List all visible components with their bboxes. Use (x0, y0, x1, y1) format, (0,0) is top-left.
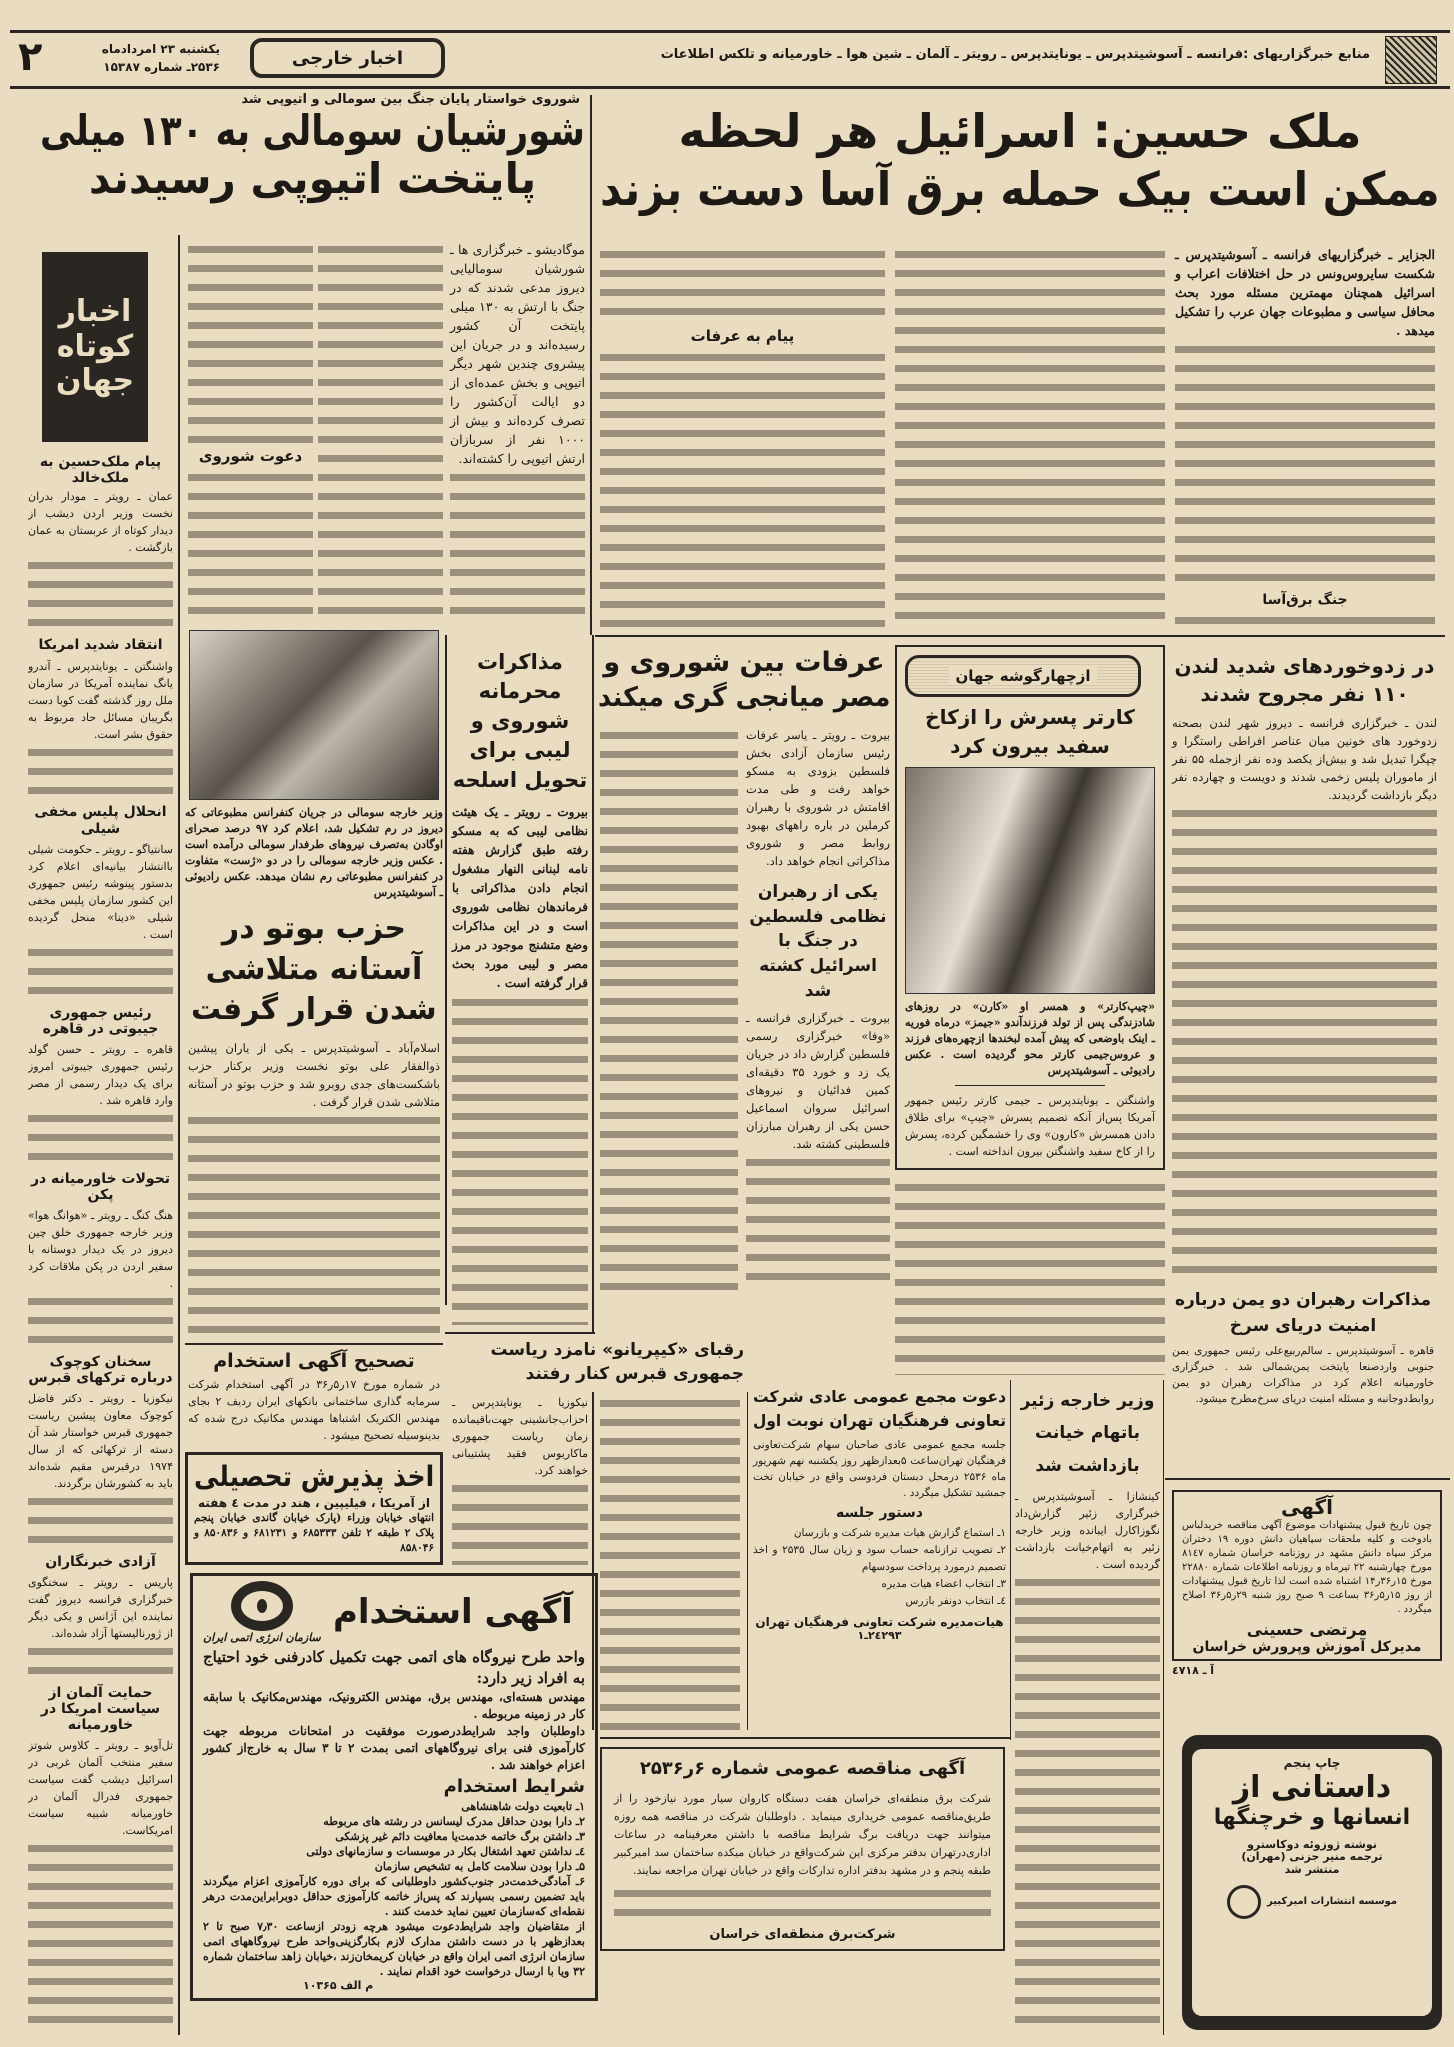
hussein-lead: الجزایر ـ خبرگزاریهای فرانسه ـ آسوشیتدپرس ـ شکست سایروس‌ونس در حل اختلافات اعراب و اسرائیل همچنان مهمترین مسئله مورد بحث محافل سیاسی و مطبوعات جهان عرب را تشکیل میدهد . (1175, 247, 1435, 338)
yemen-column (1172, 1288, 1434, 1407)
coop-column (753, 1385, 1006, 1643)
agenda-item: ۳ـ انتخاب اعضاء هیات مدیره (881, 1578, 1006, 1591)
headline-line-row (753, 1409, 1006, 1433)
publisher-logo-icon (1227, 1885, 1261, 1919)
headline-line-row (600, 161, 1440, 219)
headline-line: وزیر خارجه زئیر (1020, 1391, 1155, 1411)
short-news-item (28, 1167, 173, 1292)
headline-line-row (598, 680, 890, 715)
job-condition: ۶ـ آمادگی‌خدمت‌در جنوب‌کشور داوطلبانی که برای دوره کارآموزی اعزام میگردند باید تضمین رسمی بسپارند که پس‌از خاتمه کارآموزی حداقل دوبرابر‌این‌مدت درهر نقطه‌ای که‌سازمان تعیین نماید خدمت کنند . (203, 1875, 585, 1918)
yemen-lead: قاهره ـ آسوشیتدپرس ـ سالم‌ربیع‌علی رئیس جمهوری یمن جنوبی واردصنعا پایتخت یمن‌شمالی شد . خبرگزاری خاورمیانه اعلام کرد در مذاکرات رهبران دو یمن روابط‌دوجانبه و مسئله امنیت دریای سرخ‌مطرح میشود. (1172, 1345, 1434, 1405)
somalia-headline (40, 107, 585, 204)
bhutto-body-text (188, 1111, 440, 1338)
book-author: نوشته ژوزوئه دوکاسترو (1247, 1837, 1377, 1851)
item-body-text (28, 743, 173, 801)
book-edition: چاپ پنجم (1283, 1756, 1341, 1770)
world-corner-title-box (905, 655, 1141, 697)
somalia-heading (40, 92, 585, 204)
short-news-title-box (42, 252, 148, 442)
publisher-name: موسسه انتشارات امیرکبیر (1266, 1896, 1398, 1908)
cyprus-lead: نیکوزیا ـ یونایتدپرس ـ احزاب‌جانشینی جهت‌باقیمانده زمان ریاست جمهوری ماکاریوس فقید پشتیبانی خواهند کرد. (452, 1396, 588, 1477)
item-text: عمان ـ رویتر ـ مودار بدران نخست وزیر اردن دیشب از دیدار کوتاه از عربستان به عمان بازگشت . (28, 490, 173, 555)
headline-line-row (753, 1385, 1006, 1409)
job-ad-footer: از متقاضیان واجد شرایط‌دعوت میشود هرچه زودتر ازساعت ۷٫۳۰ صبح تا ۲ بعدازظهر با در دست داشتن مدارک لازم بکارگزینی‌واحد طرح نیروگاههای اتمی سازمان انرژی اتمی ایران واقع در خیابان کریمخان‌زند ،خیابان زاهد ساختمان شماره ۳۲ ویا با ارسال درخواست خود اقدام نمایند . (203, 1920, 585, 1978)
headline-line: بازداشت شد (1035, 1455, 1140, 1476)
hussein-body-text (895, 245, 1165, 630)
headline-line: دعوت مجمع عمومی عادی شرکت (752, 1387, 1006, 1406)
headline-line: عرفات بین شوروی و (603, 647, 885, 678)
hussein-body-text (1175, 340, 1435, 589)
item-title: انحلال پلیس مخفی شیلی (34, 804, 167, 837)
headline-line: حزب بوتو در (221, 911, 407, 946)
cyprus-body-text (452, 1479, 588, 1565)
headline-line: امنیت دریای سرخ (1229, 1315, 1377, 1336)
item-text: هنگ کنگ ـ رویتر ـ «هوانگ هوا» وزیر خارجه جمهوری خلق چین دیروز در یک دیدار دوستانه با سفیر اردن در پکن ملاقات کرد . (28, 1208, 173, 1290)
cyprus-body-text (600, 1394, 740, 1730)
london-headline (1172, 652, 1437, 708)
notice-ad (1172, 1490, 1442, 1661)
short-news-item (28, 1350, 173, 1492)
somalia-body-text (318, 240, 443, 620)
somalia-column-1 (450, 240, 585, 625)
headline-line-row (40, 107, 585, 155)
job-conditions-title: شرایط استخدام (443, 1776, 585, 1797)
coop-agenda-title: دستور جلسه (836, 1505, 923, 1521)
book-translator: ترجمه منیر جزنی (مهران) (1241, 1850, 1383, 1864)
notice-signer-title: مدیرکل آموزش وپرورش خراسان (1192, 1639, 1422, 1656)
london-body-text (1172, 804, 1437, 1280)
headline-line: پایتخت اتیوپی رسیدند (88, 154, 537, 204)
item-body-text (28, 556, 173, 633)
short-news-item (28, 1001, 173, 1109)
hussein-body-text (600, 348, 885, 630)
somalia-subhead: دعوت شوروی (198, 447, 303, 465)
headline-line: ممکن است بیک حمله برق آسا دست بزند (600, 161, 1440, 216)
notice-column (1172, 1490, 1442, 1677)
job-condition: ۲ـ دارا بودن حداقل مدرک لیسانس در رشته های مربوطه (323, 1815, 585, 1828)
somalia-kicker: شوروی خواستار پایان جنگ بین سومالی و اتیوپی شد (241, 92, 580, 107)
item-text: تل‌آویو ـ رویتر ـ کلاوس شوتز سفیر منتخب آلمان غربی در اسرائیل دیشب گفت سیاست جمهوری فدرال آلمان در خاورمیانه شبیه سیاست امریکاست. (28, 1738, 173, 1837)
admission-headline-row (194, 1461, 434, 1493)
agenda-item: ٤ـ انتخاب دونفر بازرس (905, 1595, 1006, 1608)
section-title-box (250, 38, 445, 78)
headline-line-row (1172, 652, 1437, 680)
carter-photo-caption: «چیپ‌کارتر» و همسر او «کارن» در روزهای شادزندگی پس از تولد فرزندآندو «جیمز» درماه فوریه ـ اینک باوضعی که پیش آمده لبخندها ازچهره‌های فرزند و عروس‌جیمی کارتر محو گردیده است . عکس رادیوئی ـ آسوشیتدپرس (905, 1000, 1155, 1077)
headline-line-row (40, 155, 585, 203)
item-title: آزادی خبرنگاران (45, 1553, 156, 1570)
book-title-row (1200, 1805, 1424, 1830)
headline-line-row (1015, 1385, 1160, 1417)
column-divider (1010, 1380, 1011, 1740)
header-rule-top (10, 30, 1450, 33)
agenda-item: ۲ـ تصویب ترازنامه حساب سود و زیان سال ۲۵۳۵ و اخذ تصمیم درمورد پرداخت سود‌سهام (753, 1544, 1006, 1574)
item-title: انتقاد شدید امریکا (38, 637, 163, 654)
headline-line-row (1172, 680, 1437, 708)
job-ad-roles: مهندس هسته‌ای، مهندس برق، مهندس الکترونیک، مهندس‌مکانیک با سابقه کار در زمینه مربوطه . (203, 1690, 585, 1721)
item-body-text (28, 1292, 173, 1350)
agenda-item: ۱ـ استماع گزارش هیات مدیره شرکت و بازرسان (793, 1527, 1006, 1540)
admission-ad (185, 1452, 443, 1565)
column-divider (592, 635, 594, 1332)
admission-address: انتهای خیابان وزراء (پارک خیابان گاندی خیابان پنجم پلاک ۲ طبقه ۲ تلفن ۶۸۵۳۳۳ و ۶۸۱۲۳۱ و ۸۵۰۸۳۶ و ۸۵۸۰۴۶ (194, 1512, 435, 1554)
headline-line-row (452, 1363, 744, 1387)
column-divider (445, 635, 447, 1305)
correction-headline: تصحیح آگهی استخدام (213, 1350, 415, 1373)
notice-signer: مرتضی حسینی (1246, 1620, 1368, 1639)
job-condition: ٤ـ نداشتن تعهد اشتغال بکار در موسسات و سازمانهای دولتی (306, 1845, 585, 1858)
headline-line-row (600, 103, 1440, 161)
london-column (1172, 652, 1437, 1280)
hussein-body-text (600, 245, 885, 325)
item-body-text (28, 1109, 173, 1167)
headline-line: جمهوری قبرس کنار رفتند (525, 1363, 744, 1384)
issue-number: ۲۵۳۶ـ شماره ۱۵۳۸۷ (103, 60, 220, 74)
news-sources: منابع خبرگزاریهای :فرانسه ـ آسوشیتدپرس ـ یونایتدپرس ـ رویتر ـ آلمان ـ شین هوا ـ خاورمیانه و تلکس اطلاعات (660, 47, 1370, 62)
issue-date (60, 40, 220, 76)
short-news-item (28, 452, 173, 556)
cyprus-headline (452, 1339, 744, 1387)
headline-line: رقبای «کیپریانو» نامزد ریاست (490, 1340, 744, 1360)
job-condition: ۵ـ دارا بودن سلامت کامل به تشخیص سازمان (374, 1860, 585, 1873)
headline-line-row (191, 909, 437, 950)
job-condition: ۳ـ داشتن برگ خاتمه خدمت‌یا معافیت دائم غیر پزشکی (335, 1830, 585, 1843)
world-corner-box (895, 645, 1165, 1170)
headline-line-row (1015, 1450, 1160, 1482)
yemen-headline (1172, 1288, 1434, 1339)
notice-headline: آگهی (1281, 1495, 1333, 1519)
coop-ref: ۲٤۲۹۳ـ۱ (857, 1628, 902, 1642)
book-title: داستانی از (1232, 1769, 1392, 1805)
short-news-title: اخبار کوتاه جهان (55, 294, 135, 399)
book-ad-inner (1192, 1749, 1432, 2016)
divider (595, 635, 1445, 637)
item-title: تحولات خاورمیانه در پکن (30, 1170, 171, 1203)
headline-line: باتهام خیانت (1034, 1423, 1141, 1444)
headline-line-row (1172, 1288, 1434, 1314)
newspaper-logo (1385, 36, 1437, 84)
notice-text: چون تاریخ قبول پیشنهادات موضوع آگهی مناقصه خریدلباس بادوخت و کلیه ملحقات سپاهیان دانش دوره ۱۹ دختران مرکز سپاه دانش مشهد در روزنامه خراسان شماره ۸۱٤۷ مورخ چهارشنبه ۲۲ تیرماه و روزنامه اطلاعات شماره ۲۲۸۸۰ مورخ ۱۵ر۳۶ر۱۴ اشتباه شده است لذا تاریخ قبول پیشنهادات از روز ۱۵ر۵ر۳۶ بساعت ۹ صبح روز شنبه ۲۹ر۵ر۳۶ اصلاح میگردد . (1182, 1520, 1432, 1615)
libya-column (450, 648, 590, 1325)
item-text: پاریس ـ رویتر ـ سخنگوی خبرگزاری فرانسه دیروز گفت نماینده این آژانس و یکی دیگر از ژورنالیستها آزاد شده‌اند. (28, 1575, 173, 1640)
item-title: رئیس جمهوری جیبوتی در قاهره (42, 1004, 159, 1037)
item-text: قاهره ـ رویتر ـ حسن گولد رئیس جمهوری جیبوتی امروز برای یک دیدار رسمی از مصر وارد قاهره شد . (28, 1042, 173, 1107)
item-body-text (28, 1839, 173, 2032)
headline-line-row (598, 645, 890, 680)
hussein-body-text (1175, 611, 1435, 630)
book-title-row (1200, 1771, 1424, 1806)
zaire-lead: کینشازا ـ آسوشیتدپرس ـ خبرگزاری زئیر گزارش‌داد نگوزاکارل ایبانده وزیر خارجه زئیر به اتهام‌خیانت بازداشت گردیده است . (1015, 1489, 1160, 1571)
libya-body-text (452, 993, 588, 1325)
headline-line: ملک حسین: اسرائیل هر لحظه (678, 104, 1362, 158)
headline-line: شورشیان سومالی به ۱۳۰ میلی (40, 106, 585, 155)
somalia-body-text (450, 468, 585, 625)
world-corner-title: ازچهارگوشه جهان (949, 667, 1096, 685)
arafat-headline (598, 645, 890, 715)
item-body-text (28, 943, 173, 1001)
job-ad-note: داوطلبان واجد شرایط‌درصورت موفقیت در امتحانات مربوطه جهت کارآموزی فنی برای نیروگاههای اتمی بمدت ۲ تا ۳ سال به خارج‌از کشور اعزام خواهند شد . (203, 1724, 585, 1772)
cyprus-column (452, 1394, 588, 1565)
job-ad-ref: م الف ۱۰۳۶۵ (303, 1979, 374, 1992)
palestine-lead: بیروت ـ خبرگزاری فرانسه ـ «وفا» خبرگزاری رسمی فلسطین گزارش داد در جریان یک زد و خورد ۳۵ دقیقه‌ای کمین فدائیان و نیروهای اسرائیل سروان اسماعیل حسن یکی از رهبران مبارزان فلسطینی کشته شد. (746, 1011, 890, 1152)
job-ad-title: آگهی استخدام (332, 1591, 573, 1632)
arafat-body-text (600, 726, 738, 1292)
hussein-headline (600, 103, 1440, 218)
headline-line: تعاونی فرهنگیان تهران نوبت اول (753, 1411, 1006, 1430)
zaire-headline (1015, 1385, 1160, 1482)
hussein-subhead: پیام به عرفات (690, 327, 795, 345)
aeoi-logo-icon (231, 1581, 293, 1631)
coop-lead: جلسه مجمع عمومی عادی صاحبان سهام شرکت‌تعاونی فرهنگیان تهران‌ساعت ۵بعدازظهر روز یکشنبه نهم شهریور ماه ۲۵۳۶ درمحل دبستان فردوسی واقع در خیابان تخت جمشید تشکیل میگردد . (753, 1439, 1006, 1499)
headline-line: مذاکرات رهبران دو یمن درباره (1174, 1290, 1432, 1310)
somalia-body-text (188, 468, 313, 625)
bhutto-lead: اسلام‌آباد ـ آسوشیتدپرس ـ یکی از یاران پیشین ذوالفقار علی بوتو نخست وزیر برکنار حزب باشکست‌های جدی روبرو شد و حزب بوتو در آستانه متلاشی شدن قرار گرفت . (188, 1040, 440, 1109)
job-ad-title-row (321, 1593, 585, 1632)
short-news-list (28, 452, 173, 2032)
headline-line: شدن قرار گرفت (191, 992, 437, 1027)
column-divider (747, 1392, 748, 1730)
libya-headline: مذاکرات محرمانه شوروی و لیبی برای تحویل اسلحه (452, 650, 588, 792)
correction-text: در شماره مورخ ۱۷ر۵ر۳۶ در آگهی استخدام شرکت سرمایه گذاری ساختمانی بانکهای ایران ردیف ۲ بجای مهندس الکتریک اشتباها مهندس مکانیک درج شده که بدینوسیله تصحیح میشود . (188, 1378, 440, 1443)
somalia-body-text (188, 240, 313, 445)
short-news-item (28, 800, 173, 942)
divider (955, 1085, 1105, 1086)
headline-line-row (1015, 1417, 1160, 1449)
divider (1165, 1478, 1450, 1480)
left-middle-column (185, 630, 443, 1565)
zaire-column (1015, 1385, 1160, 2032)
short-news-item (28, 1550, 173, 1642)
arafat-palestine-column (746, 726, 890, 1292)
carter-headline: کارتر پسرش را ازکاخ سفید بیرون کرد (925, 705, 1135, 758)
hussein-column-1 (1175, 245, 1435, 630)
item-body-text (28, 1492, 173, 1550)
headline-line-row (452, 1339, 744, 1363)
headline-line: آستانه متلاشی (205, 951, 423, 987)
tender-body-text (614, 1884, 991, 1922)
admission-countries: از آمریکا ، فیلیپین ، هند در مدت ٤ هفته (198, 1496, 430, 1511)
item-text: سانتیاگو ـ رویتر ـ حکومت شیلی باانتشار بیانیه‌ای اعلام کرد بدستور پینوشه رئیس جمهوری این کشور سازمان پلیس مخفی شیلی «دینا» منحل گردیده است . (28, 842, 173, 941)
tender-signature: شرکت‌برق منطقه‌ای خراسان (709, 1926, 896, 1942)
carter-lead: واشنگتن ـ یونایتدپرس ـ جیمی کارتر رئیس جمهور آمریکا پس‌از آنکه تصمیم پسرش «چیپ» برای طلاق دادن همسرش «کارون» وی را خشمگین کرده، پسرش را از کاخ سفید واشنگتن بیرون انداخته است . (905, 1094, 1155, 1158)
world-corner-column (895, 645, 1165, 1375)
palestine-headline: یکی از رهبران نظامی فلسطین در جنگ با اسرائیل کشته شد (749, 882, 887, 1001)
libya-lead: بیروت ـ رویتر ـ یک هیئت نظامی لیبی که به مسکو رفته طبق گزارش هفته نامه لبنانی النهار مشغول انجام دادن مذاکراتی با فرماندهان نظامی شوروی است و در این مذاکرات وضع متشنج موجود در مرز مصر و لیبی مورد بحث قرار گرفته است . (452, 804, 588, 990)
item-title: سخنان کوچوک درباره ترکهای قبرس (28, 1353, 173, 1386)
bhutto-headline (185, 909, 443, 1031)
job-ad-intro: واحد طرح نیروگاه های اتمی جهت تکمیل کادرفنی خود احتیاج به افراد زیر دارد: (203, 1648, 585, 1687)
page-number: ۲ (18, 34, 43, 80)
book-title: انسانها و خرچنگها (1213, 1805, 1411, 1831)
date-line: یکشنبه ۲۳ امردادماه (101, 42, 220, 56)
hussein-subhead: جنگ برق‌آسا (1262, 591, 1348, 608)
somalia-lead: موگادیشو ـ خبرگزاری ها ـ شورشیان سومالیایی دیروز مدعی شدند که در جنگ با ارتش به ۱۳۰ میلی پایتخت آن کشور رسیده‌اند و در جریان این پیشروی چندین شهر دیگر اتیوپی و بخش عمده‌ای از دو ایالت آن‌کشور را تصرف کرده‌اند و بیش از ۱۰۰۰ نفر از سربازان ارتش اتیوپی را کشته‌اند. (450, 242, 585, 466)
carter-body-text (895, 1178, 1165, 1375)
tender-text: شرکت برق منطقه‌ای خراسان هفت دستگاه کاروان سیار مورد نیازخود را از طریق‌مناقصه عمومی خریداری مینماید . داوطلبان شرکت در مناقصه همه روزه میتوانند جهت دریافت برگ شرایط مناقصه با داشتن معرفینامه در ساعات اداری‌درتهران بدفتر مرکزی این شرکت‌واقع در خیابان میکده ساختمان سد امیرکبیر طبقه پنجم و در مشهد بدفتر اداره تدارکات واقع در خیابان تهران مراجعه نمایند. (614, 1791, 991, 1877)
item-title: حمایت آلمان از سیاست امریکا در خاورمیانه (40, 1684, 161, 1733)
item-text: واشنگتن ـ یونایتدپرس ـ آندرو یانگ نماینده آمریکا در سازمان ملل روز گذشته گفت کوبا دست بگریبان مسائل حاد مربوط به حقوق بشر است. (28, 659, 173, 741)
coop-signature: هیات‌مدیره شرکت تعاونی فرهنگیان تهران (755, 1615, 1004, 1630)
headline-line-row (191, 990, 437, 1031)
short-news-item (28, 1681, 173, 1839)
item-title: پیام ملک‌حسین به ملک‌خالد (39, 454, 162, 487)
tender-headline: آگهی مناقصه عمومی شماره ۶ر۲۵۳۶ (639, 1758, 966, 1779)
somali-minister-photo (189, 630, 439, 800)
divider (185, 1343, 443, 1345)
coop-agenda (753, 1525, 1006, 1610)
section-title: اخبار خارجی (291, 47, 404, 69)
london-lead: لندن ـ خبرگزاری فرانسه ـ دیروز شهر لندن بصحنه زدوخورد های خونین میان عناصر افراطی راستگرا و چپگرا تبدیل شد و بیش‌از یکصد وده نفر ازجمله ۵۵ نفر از ماموران پلیس زخمی شدند و دویست و چهارده نفر دیگر بازداشت گردیدند. (1172, 716, 1437, 802)
notice-ref: آ ـ ٤۷۱۸ (1172, 1664, 1215, 1678)
header-rule-bottom (10, 86, 1450, 89)
carter-son-photo (905, 767, 1155, 994)
short-news-item (28, 633, 173, 742)
divider (445, 1332, 595, 1334)
column-divider (1163, 1380, 1164, 2035)
job-condition: ۱ـ تابعیت دولت شاهنشاهی (461, 1800, 585, 1813)
palestine-body-text (746, 1153, 890, 1292)
coop-headline (753, 1385, 1006, 1433)
headline-line: مصر میانجی گری میکند (597, 682, 890, 714)
item-text: نیکوزیا ـ رویتر ـ دکتر فاضل کوچوک معاون پیشین ریاست جمهوری قبرس خواستار شد آن دسته از ترکهائی که از سال ۱۹۷۴ درقبرس مقیم شده‌اند باید به کشورشان برگردند. (28, 1391, 173, 1490)
headline-line: در زدوخوردهای شدید لندن (1174, 654, 1435, 678)
aeoi-org-name: سازمان انرژی اتمی ایران (203, 1631, 321, 1644)
tender-ad (600, 1747, 1005, 1951)
hussein-column-3 (600, 245, 885, 630)
somalia-column-3 (188, 240, 313, 625)
column-divider (592, 1392, 594, 1730)
divider (600, 1737, 1010, 1739)
headline-line-row (1172, 1314, 1434, 1340)
book-ad (1182, 1735, 1442, 2030)
arafat-lead: بیروت ـ رویتر ـ یاسر عرفات رئیس سازمان آزادی بخش فلسطین بزودی به مسکو خواهد رفت و طی مدت اقامتش در شوروی با رهبران کرملین در باره راههای بهبود روابط مصر و شوروی مذاکراتی انجام خواهد داد. (746, 728, 890, 868)
zaire-body-text (1015, 1573, 1160, 2032)
item-body-text (28, 1642, 173, 1681)
atomic-energy-job-ad (190, 1573, 598, 2001)
somalia-photo-caption: وزیر خارجه سومالی در جریان کنفرانس مطبوعاتی که دیروز در رم تشکیل شد، اعلام کرد ۹۷ درصد صحرای اوگادن به‌تصرف نیروهای طرفدار سومالی درآمده است . عکس وزیر خارجه سومالی را در دو «ژست» متفاوت در کنفرانس مطبوعاتی رم نشان میدهد. عکس رادیوئی ـ آسوشیتدپرس (185, 806, 443, 899)
headline-line-row (191, 950, 437, 991)
book-status: منتشر شد (1284, 1862, 1340, 1876)
admission-headline: اخذ پذیرش تحصیلی (193, 1460, 434, 1494)
headline-line: ۱۱۰ نفر مجروح شدند (1200, 682, 1409, 706)
column-divider (178, 235, 180, 2035)
